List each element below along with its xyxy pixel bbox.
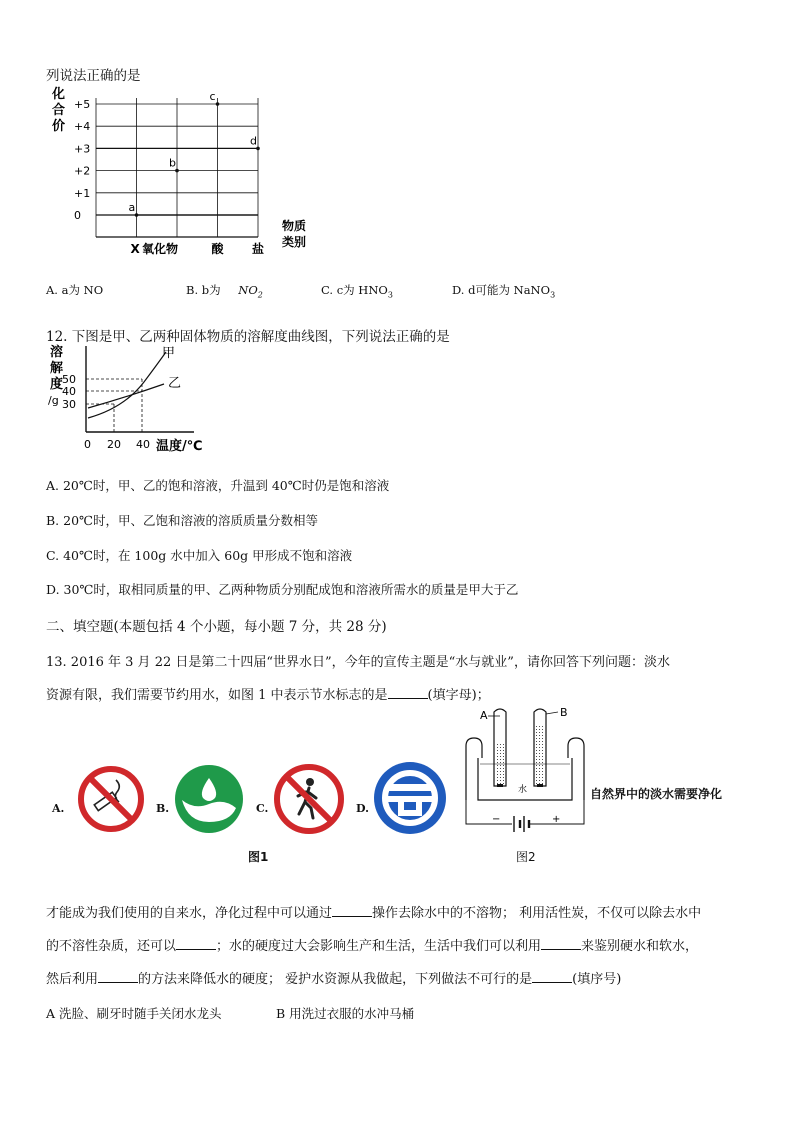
valence-x-tick: 盐 — [252, 242, 265, 256]
q13-line4-a: 的不溶性杂质，还可以 — [46, 939, 177, 954]
valence-grid — [96, 98, 258, 237]
q12-option-c[interactable]: C. 40℃时，在 100g 水中加入 60g 甲形成不饱和溶液 — [46, 548, 353, 563]
fig1-label-c: C. — [256, 802, 269, 815]
fig2-leader-b — [546, 712, 558, 714]
category-axis-label: 类别 — [282, 235, 307, 249]
solubility-y-tick: 50 — [62, 373, 76, 386]
fig1-label-a: A. — [52, 802, 65, 815]
category-axis-label: 物质 — [282, 219, 307, 233]
valence-points — [129, 90, 260, 217]
solubility-ylabel-char: 溶 — [50, 345, 64, 360]
q11-option-d[interactable] — [452, 282, 555, 299]
solubility-x-tick: 0 — [84, 438, 91, 451]
electrode-left — [497, 784, 503, 787]
valence-point-label-b: b — [169, 156, 176, 170]
valence-point-c — [216, 102, 220, 106]
q12-option-b[interactable]: B. 20℃时，甲、乙饱和溶液的溶质质量分数相等 — [46, 513, 319, 528]
fig2-plus: + — [552, 814, 561, 825]
q12-option-a[interactable]: A. 20℃时，甲、乙的饱和溶液，升温到 40℃时仍是饱和溶液 — [46, 478, 390, 493]
valence-x-tick: 氧化物 — [142, 242, 179, 256]
valence-x-tick: 酸 — [211, 242, 224, 256]
q13-line3 — [46, 902, 701, 921]
tube-left-dots — [496, 744, 504, 784]
valence-y-tick: 0 — [74, 209, 81, 222]
q11-option-c-sub: 3 — [387, 290, 393, 300]
electrolysis-apparatus-diagram — [460, 704, 590, 840]
q11-option-b-sub: 2 — [257, 290, 263, 300]
q13-line2 — [46, 684, 490, 703]
solubility-xlabel: 温度/℃ — [156, 439, 203, 454]
solubility-ylabel-char: 度 — [50, 377, 64, 392]
fig2-label-b: B — [560, 706, 568, 719]
solubility-y-tick: 30 — [62, 398, 76, 411]
section-title: 二、填空题(本题包括 4 个小题，每小题 7 分，共 28 分) — [46, 619, 387, 635]
fig1-label-d: D. — [356, 802, 369, 815]
q12-stem: 12. 下图是甲、乙两种固体物质的溶解度曲线图，下列说法正确的是 — [46, 329, 450, 345]
q13-line5-c: (填序号) — [572, 972, 622, 987]
valence-x-ticks — [131, 241, 265, 256]
q13-option-a[interactable]: A 洗脸、刷牙时随手关闭水龙头 — [46, 1006, 222, 1021]
q11-option-b[interactable] — [186, 282, 263, 299]
valence-x-tick: X — [130, 242, 140, 256]
q11-option-c[interactable] — [321, 282, 393, 299]
answer-blank-5[interactable] — [98, 970, 138, 983]
tube-right-dots — [536, 726, 544, 784]
q13-line4 — [46, 935, 698, 954]
fig2-water-label: 水 — [518, 785, 528, 795]
metro-sign-icon[interactable] — [372, 760, 448, 836]
wire-left — [466, 800, 512, 824]
solubility-x-tick: 40 — [136, 438, 150, 451]
valence-y-tick: +4 — [74, 120, 91, 134]
figure-1 — [46, 756, 456, 866]
q11-option-d-prefix: D. d可能为 NaNO — [452, 283, 551, 297]
no-smoking-sign-icon[interactable] — [76, 764, 146, 834]
q11-option-b-formula: NO — [238, 283, 258, 297]
solubility-ylabel-char: 解 — [50, 361, 64, 376]
answer-blank-4[interactable] — [541, 937, 581, 950]
q11-stem: 列说法正确的是 — [46, 68, 141, 84]
q13-line3-b: 操作去除水中的不溶物； 利用活性炭，不仅可以除去水中 — [372, 906, 702, 921]
q11-option-c-prefix: C. c为 HNO — [321, 283, 388, 297]
electrode-right — [537, 784, 543, 787]
q13-line4-b: ；水的硬度过大会影响生产和生活，生活中我们可以利用 — [216, 939, 542, 954]
no-pedestrian-sign-icon[interactable] — [272, 762, 346, 836]
fig1-caption: 图1 — [248, 850, 269, 864]
valence-axis-label — [51, 86, 65, 134]
solubility-ylabel-char: /g — [48, 394, 59, 407]
valence-y-tick: +2 — [74, 164, 91, 178]
outer-tube-left — [466, 738, 482, 800]
q12-option-d[interactable]: D. 30℃时，取相同质量的甲、乙两种物质分别配成饱和溶液所需水的质量是甲大于乙 — [46, 582, 519, 597]
series-jia-curve — [88, 352, 166, 418]
answer-blank-1[interactable] — [388, 686, 428, 699]
outer-tube-right — [568, 738, 584, 800]
series-yi-curve — [88, 384, 164, 408]
valence-y-tick: +3 — [74, 142, 91, 156]
solubility-y-tick: 40 — [62, 385, 76, 398]
fig2-label-a: A — [480, 709, 488, 722]
valence-point-label-d: d — [250, 134, 257, 148]
valence-chart — [44, 84, 324, 264]
q13-option-b[interactable]: B 用洗过衣服的水冲马桶 — [276, 1006, 415, 1021]
valence-y-tick: +1 — [74, 186, 91, 200]
fig2-caption: 图2 — [516, 850, 536, 864]
answer-blank-2[interactable] — [332, 904, 372, 917]
q13-line5-a: 然后利用 — [46, 972, 99, 987]
solubility-chart — [44, 342, 244, 462]
q13-line1: 13. 2016 年 3 月 22 日是第二十四届“世界水日”，今年的宣传主题是“水与就业”，请你回答下列问题：淡水 — [46, 655, 670, 670]
valence-point-label-a: a — [128, 201, 136, 214]
answer-blank-3[interactable] — [176, 937, 216, 950]
q13-line2-text: 资源有限，我们需要节约用水，如图 1 中表示节水标志的是 — [46, 688, 388, 703]
valence-axis-label-char: 合 — [52, 103, 66, 118]
fig2-minus: − — [492, 814, 501, 825]
solubility-x-tick: 20 — [107, 438, 121, 451]
valence-axis-label-char: 化 — [52, 87, 66, 102]
valence-point-label-c: c — [209, 90, 216, 103]
q13-line4-c: 来鉴别硬水和软水， — [581, 939, 699, 954]
q11-option-b-prefix: B. b为 — [186, 283, 221, 297]
q11-option-a[interactable]: A. a为 NO — [46, 283, 104, 297]
q13-line5-b: 的方法来降低水的硬度； 爱护水资源从我做起，下列做法不可行的是 — [138, 972, 533, 987]
q11-option-d-sub: 3 — [550, 290, 556, 300]
valence-axis-label-char: 价 — [52, 119, 66, 134]
fig1-label-b: B. — [156, 802, 170, 815]
series-yi-label: 乙 — [168, 376, 182, 391]
q13-side-text: 自然界中的淡水需要净化 — [590, 787, 723, 801]
q13-line5 — [46, 968, 621, 987]
q13-line2-tail: (填字母)； — [427, 688, 490, 703]
water-saving-sign-icon[interactable] — [172, 762, 246, 836]
series-jia-label: 甲 — [162, 346, 176, 361]
answer-blank-6[interactable] — [532, 970, 572, 983]
q13-line3-a: 才能成为我们使用的自来水，净化过程中可以通过 — [46, 906, 333, 921]
valence-y-tick: +5 — [74, 98, 91, 111]
valence-y-ticks — [74, 98, 90, 222]
